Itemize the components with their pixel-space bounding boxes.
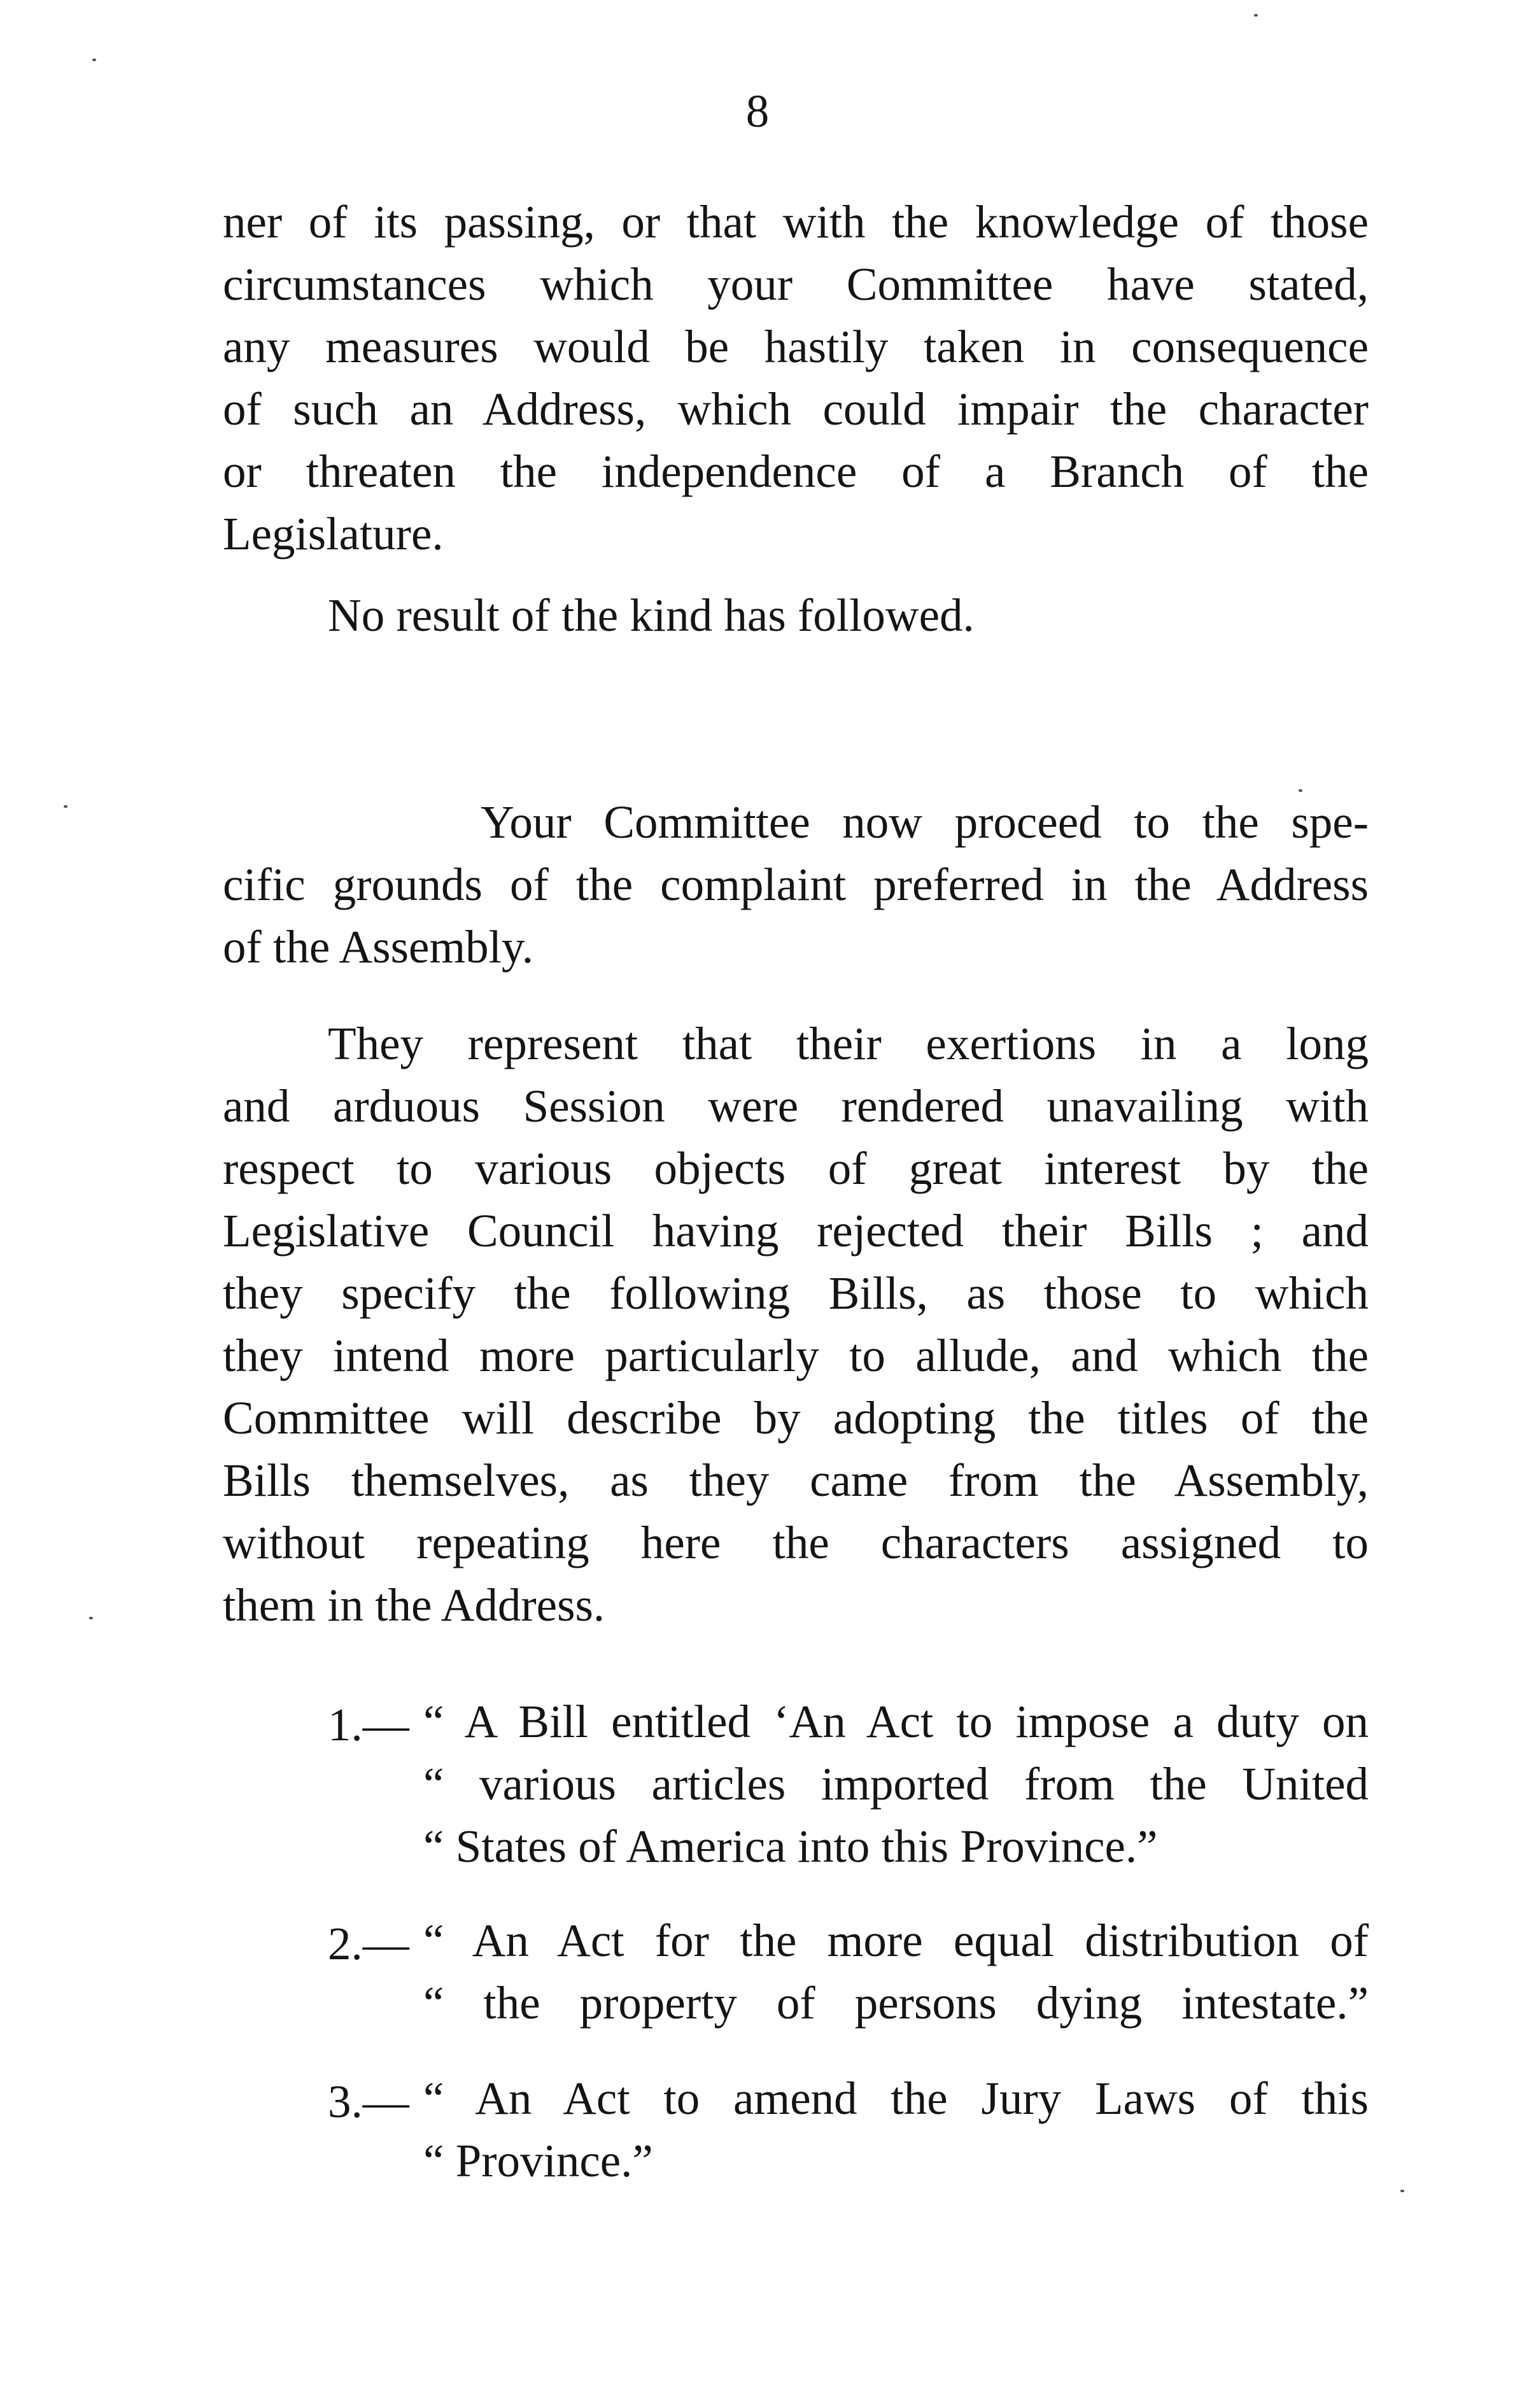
paragraph-line: or threaten the independence of a Branch of the	[223, 446, 1369, 497]
list-item-line: “ An Act for the more equal distribution of	[423, 1915, 1369, 1966]
paragraph-line: cific grounds of the complaint preferred in the Address	[223, 859, 1369, 910]
paragraph-line: without repeating here the characters assigned to	[223, 1517, 1369, 1568]
scan-speck	[1299, 789, 1302, 792]
scan-speck	[1254, 14, 1258, 17]
list-item-number: 1.—	[328, 1699, 409, 1750]
scan-speck	[64, 805, 67, 808]
paragraph-line: respect to various objects of great interest by the	[223, 1143, 1369, 1194]
paragraph-line: they intend more particularly to allude, and which the	[223, 1330, 1369, 1381]
list-item-number: 3.—	[328, 2076, 409, 2127]
paragraph-line: Legislature.	[223, 508, 444, 560]
scan-speck	[89, 1617, 93, 1619]
list-item-line: “ the property of persons dying intestate.”	[423, 1977, 1369, 2029]
paragraph-line: Committee will describe by adopting the titles of the	[223, 1392, 1369, 1444]
list-item-line: “ A Bill entitled ‘An Act to impose a duty on	[423, 1696, 1369, 1747]
paragraph-line: of the Assembly.	[223, 921, 533, 973]
list-item-line: “ Province.”	[423, 2135, 653, 2186]
paragraph-line: Your Committee now proceed to the spe-	[481, 796, 1369, 848]
page-number: 8	[745, 85, 770, 137]
paragraph-line: Bills themselves, as they came from the Assembly,	[223, 1454, 1369, 1506]
list-item-line: “ various articles imported from the United	[423, 1758, 1369, 1810]
paragraph-line: them in the Address.	[223, 1579, 605, 1631]
list-item-line: “ States of America into this Province.”	[423, 1820, 1158, 1872]
paragraph-line: ner of its passing, or that with the knowledge of those	[223, 196, 1369, 248]
paragraph-line: They represent that their exertions in a long	[328, 1018, 1369, 1069]
paragraph-line: Legislative Council having rejected their Bills ; and	[223, 1205, 1369, 1257]
paragraph-line: they specify the following Bills, as those to which	[223, 1267, 1369, 1319]
paragraph-line: No result of the kind has followed.	[328, 589, 975, 641]
scan-speck	[1400, 2190, 1404, 2192]
paragraph-line: any measures would be hastily taken in consequence	[223, 321, 1369, 372]
paragraph-line: of such an Address, which could impair the character	[223, 383, 1369, 435]
paragraph-line: and arduous Session were rendered unavailing with	[223, 1080, 1369, 1132]
list-item-line: “ An Act to amend the Jury Laws of this	[423, 2073, 1369, 2124]
scan-speck	[92, 59, 96, 61]
list-item-number: 2.—	[328, 1918, 409, 1969]
paragraph-line: circumstances which your Committee have stated,	[223, 258, 1369, 310]
